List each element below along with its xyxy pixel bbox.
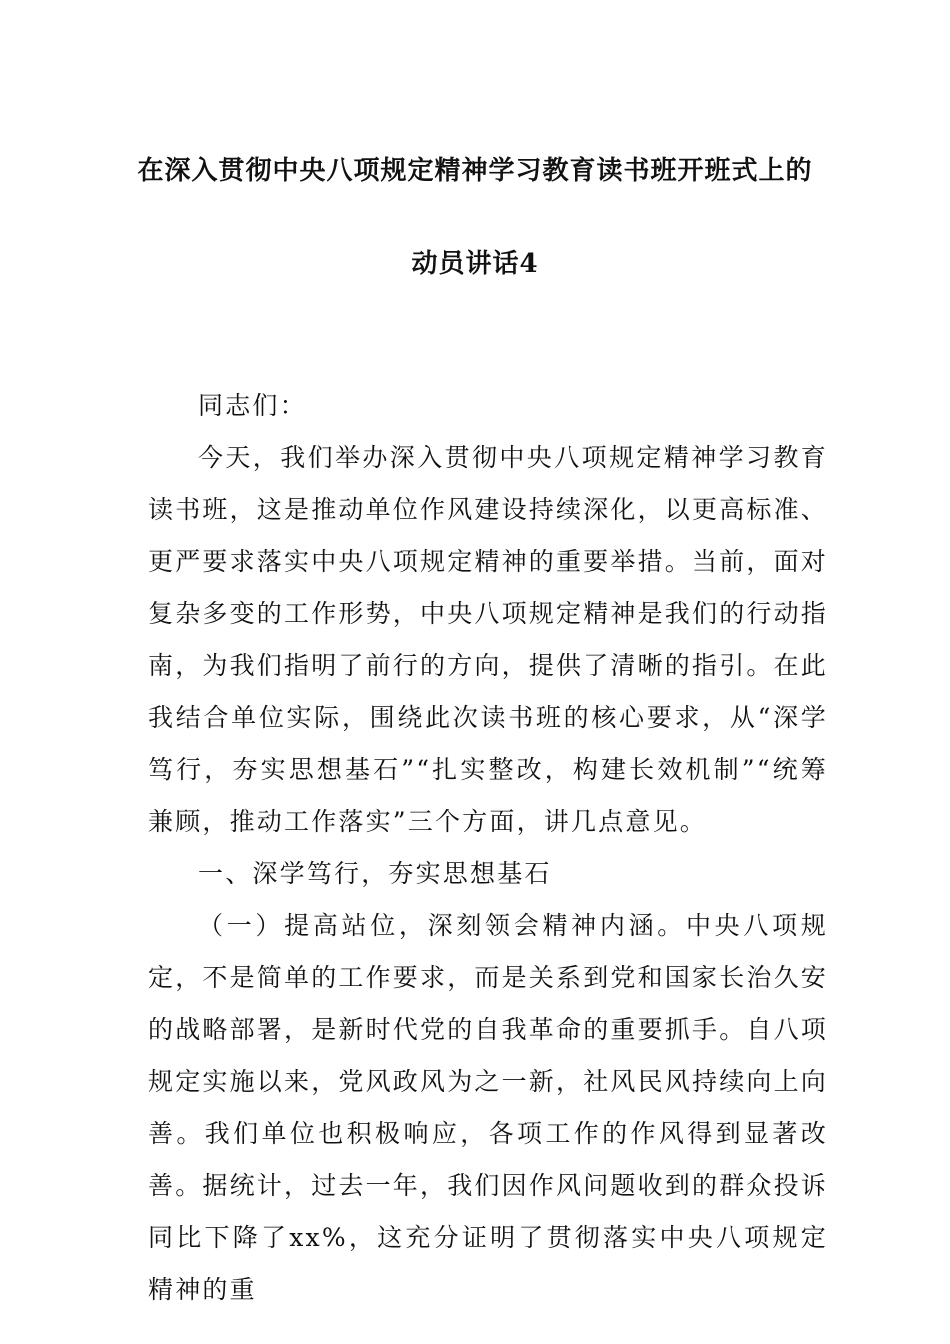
- document-body: [148, 380, 828, 1316]
- section-heading-1: 一、深学笃行，夯实思想基石: [198, 859, 552, 888]
- document-title-line-1: 在深入贯彻中央八项规定精神学习教育读书班开班式上的: [137, 156, 813, 186]
- salutation: 同志们：: [198, 391, 307, 420]
- paragraph-intro: 今天，我们举办深入贯彻中央八项规定精神学习教育读书班，这是推动单位作风建设持续深化，以更高标准、更严要求落实中央八项规定精神的重要举措。当前，面对复杂多变的工作形势，中央八项规定精神是我们的行动指南，为我们指明了前行的方向，提供了清晰的指引。在此我结合单位实际，围绕此次读书班的核心要求，从“深学笃行，夯实思想基石”“扎实整改，构建长效机制”“统筹兼顾，推动工作落实”三个方面，讲几点意见。: [148, 443, 829, 836]
- document-title-line-2: 动员讲话4: [411, 249, 539, 279]
- paragraph-section-1-1: （一）提高站位，深刻领会精神内涵。中央八项规定，不是简单的工作要求，而是关系到党和国家长治久安的战略部署，是新时代党的自我革命的重要抓手。自八项规定实施以来，党风政风为之一新，社风民风持续向上向善。我们单位也积极响应，各项工作的作风得到显著改善。据统计，过去一年，我们因作风问题收到的群众投诉同比下降了xx%，这充分证明了贯彻落实中央八项规定精神的重: [148, 911, 829, 1304]
